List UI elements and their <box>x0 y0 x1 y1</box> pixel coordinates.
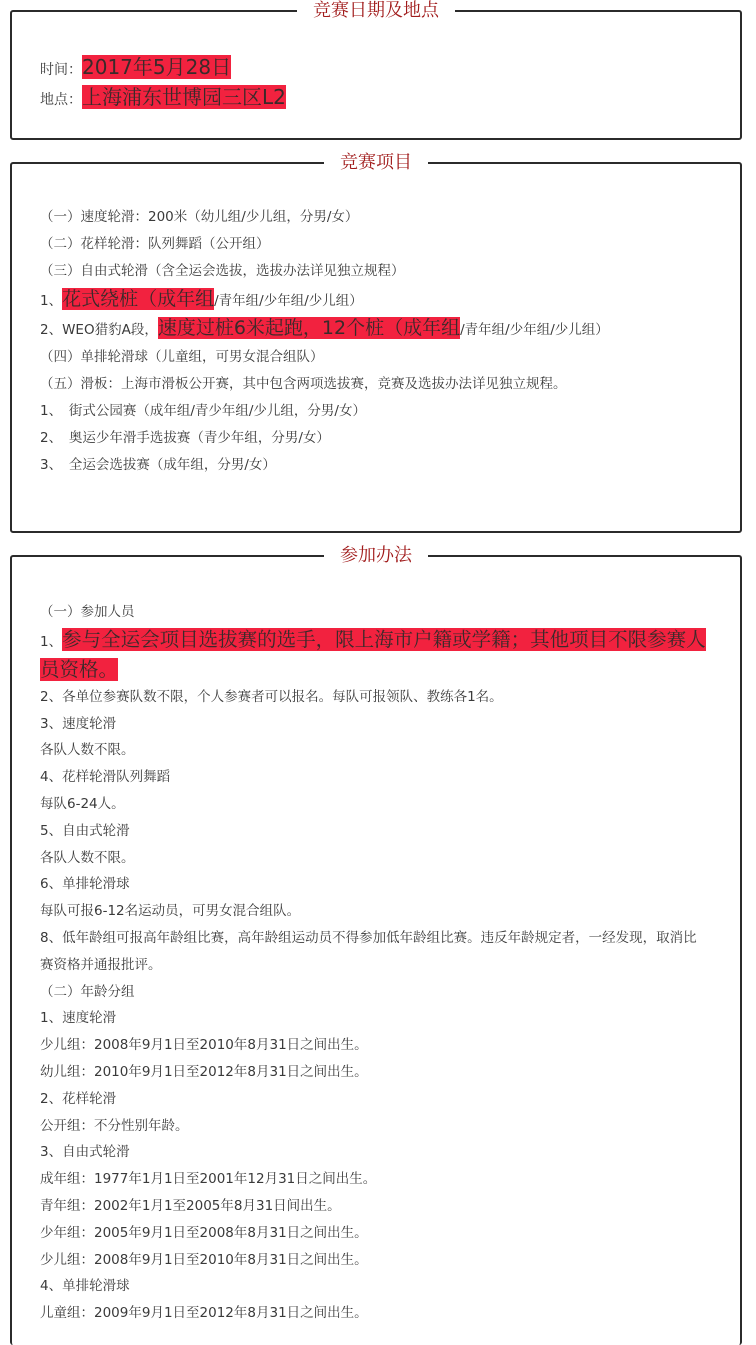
list-item: 各队人数不限。 <box>40 742 135 759</box>
list-item: 2、各单位参赛队数不限，个人参赛者可以报名。每队可报领队、教练各1名。 <box>40 688 503 705</box>
list-item: 少儿组：2008年9月1日至2010年8月31日之间出生。 <box>40 1037 368 1054</box>
list-item: 4、花样轮滑队列舞蹈 <box>40 769 171 786</box>
section-title: 竞赛日期及地点 <box>297 0 455 23</box>
list-item: 每队6-24人。 <box>40 795 125 812</box>
list-item: 3、速度轮滑 <box>40 715 117 732</box>
list-item: 4、单排轮滑球 <box>40 1278 130 1295</box>
list-item <box>40 315 700 344</box>
participation-lines <box>40 684 710 1327</box>
place-label: 地点： <box>40 92 82 108</box>
list-item: 6、单排轮滑球 <box>40 876 130 893</box>
list-item: （一）参加人员 <box>40 604 135 620</box>
list-item: 少儿组：2008年9月1日至2010年8月31日之间出生。 <box>40 1251 368 1268</box>
list-item: 8、低年龄组可报高年龄组比赛，高年龄组运动员不得参加低年龄组比赛。违反年龄规定者，一经发现，取消比赛资格并通报批评。 <box>40 929 697 973</box>
highlight-item <box>40 626 710 684</box>
list-item: （一）速度轮滑：200米（幼儿组/少儿组，分男/女） <box>40 209 359 225</box>
list-item: 青年组：2002年1月1至2005年8月31日间出生。 <box>40 1197 341 1214</box>
list-item: （五）滑板：上海市滑板公开赛，其中包含两项选拔赛，竞赛及选拔办法详见独立规程。 <box>40 376 567 392</box>
section-title: 参加办法 <box>324 544 428 568</box>
place-row <box>40 82 286 112</box>
list-item: （二）年龄分组 <box>40 983 135 1000</box>
list-item: （二）花样轮滑：队列舞蹈（公开组） <box>40 236 270 252</box>
list-item: 5、自由式轮滑 <box>40 822 130 839</box>
list-item: 2、花样轮滑 <box>40 1090 117 1107</box>
list-item: 各队人数不限。 <box>40 849 135 866</box>
list-item: 3、 全运会选拔赛（成年组，分男/女） <box>40 457 276 473</box>
list-item: 1、 街式公园赛（成年组/青少年组/少儿组，分男/女） <box>40 403 366 419</box>
time-label: 时间： <box>40 62 82 78</box>
section-date-location <box>10 0 742 140</box>
item-prefix: 1、 <box>40 293 63 309</box>
highlight-text: 速度过桩6米起跑，12个桩（成年组 <box>157 317 461 339</box>
item-prefix: 1、 <box>40 633 63 650</box>
list-item: 公开组：不分性别年龄。 <box>40 1117 189 1134</box>
list-item: 2、 奥运少年滑手选拔赛（青少年组，分男/女） <box>40 430 330 446</box>
list-item: 少年组：2005年9月1日至2008年8月31日之间出生。 <box>40 1224 368 1241</box>
highlight-text: 参与全运会项目选拔赛的选手，限上海市户籍或学籍；其他项目不限参赛人员资格。 <box>40 627 706 681</box>
item-prefix: 2、WEO猎豹A段， <box>40 322 158 338</box>
section-title: 竞赛项目 <box>324 151 428 175</box>
place-value: 上海浦东世博园三区L2 <box>82 85 286 109</box>
time-value: 2017年5月28日 <box>82 55 232 79</box>
list-item <box>40 285 700 315</box>
list-item: 每队可报6-12名运动员，可男女混合组队。 <box>40 903 301 920</box>
list-item: 幼儿组：2010年9月1日至2012年8月31日之间出生。 <box>40 1063 368 1080</box>
item-rest: /青年组/少年组/少儿组） <box>460 322 609 338</box>
list-item: 儿童组：2009年9月1日至2012年8月31日之间出生。 <box>40 1305 368 1322</box>
item-rest: /青年组/少年组/少儿组） <box>214 293 363 309</box>
participation-list <box>40 599 710 1327</box>
list-item: （四）单排轮滑球（儿童组，可男女混合组队） <box>40 349 324 365</box>
list-item: 3、自由式轮滑 <box>40 1144 130 1161</box>
highlight-text: 花式绕桩（成年组 <box>62 288 215 310</box>
time-row <box>40 52 231 82</box>
list-item: （三）自由式轮滑（含全运会选拔，选拔办法详见独立规程） <box>40 263 405 279</box>
list-item: 成年组：1977年1月1日至2001年12月31日之间出生。 <box>40 1171 377 1188</box>
section-events <box>10 152 742 533</box>
events-list <box>40 204 700 479</box>
section-participation <box>10 545 742 1345</box>
list-item: 1、速度轮滑 <box>40 1010 117 1027</box>
